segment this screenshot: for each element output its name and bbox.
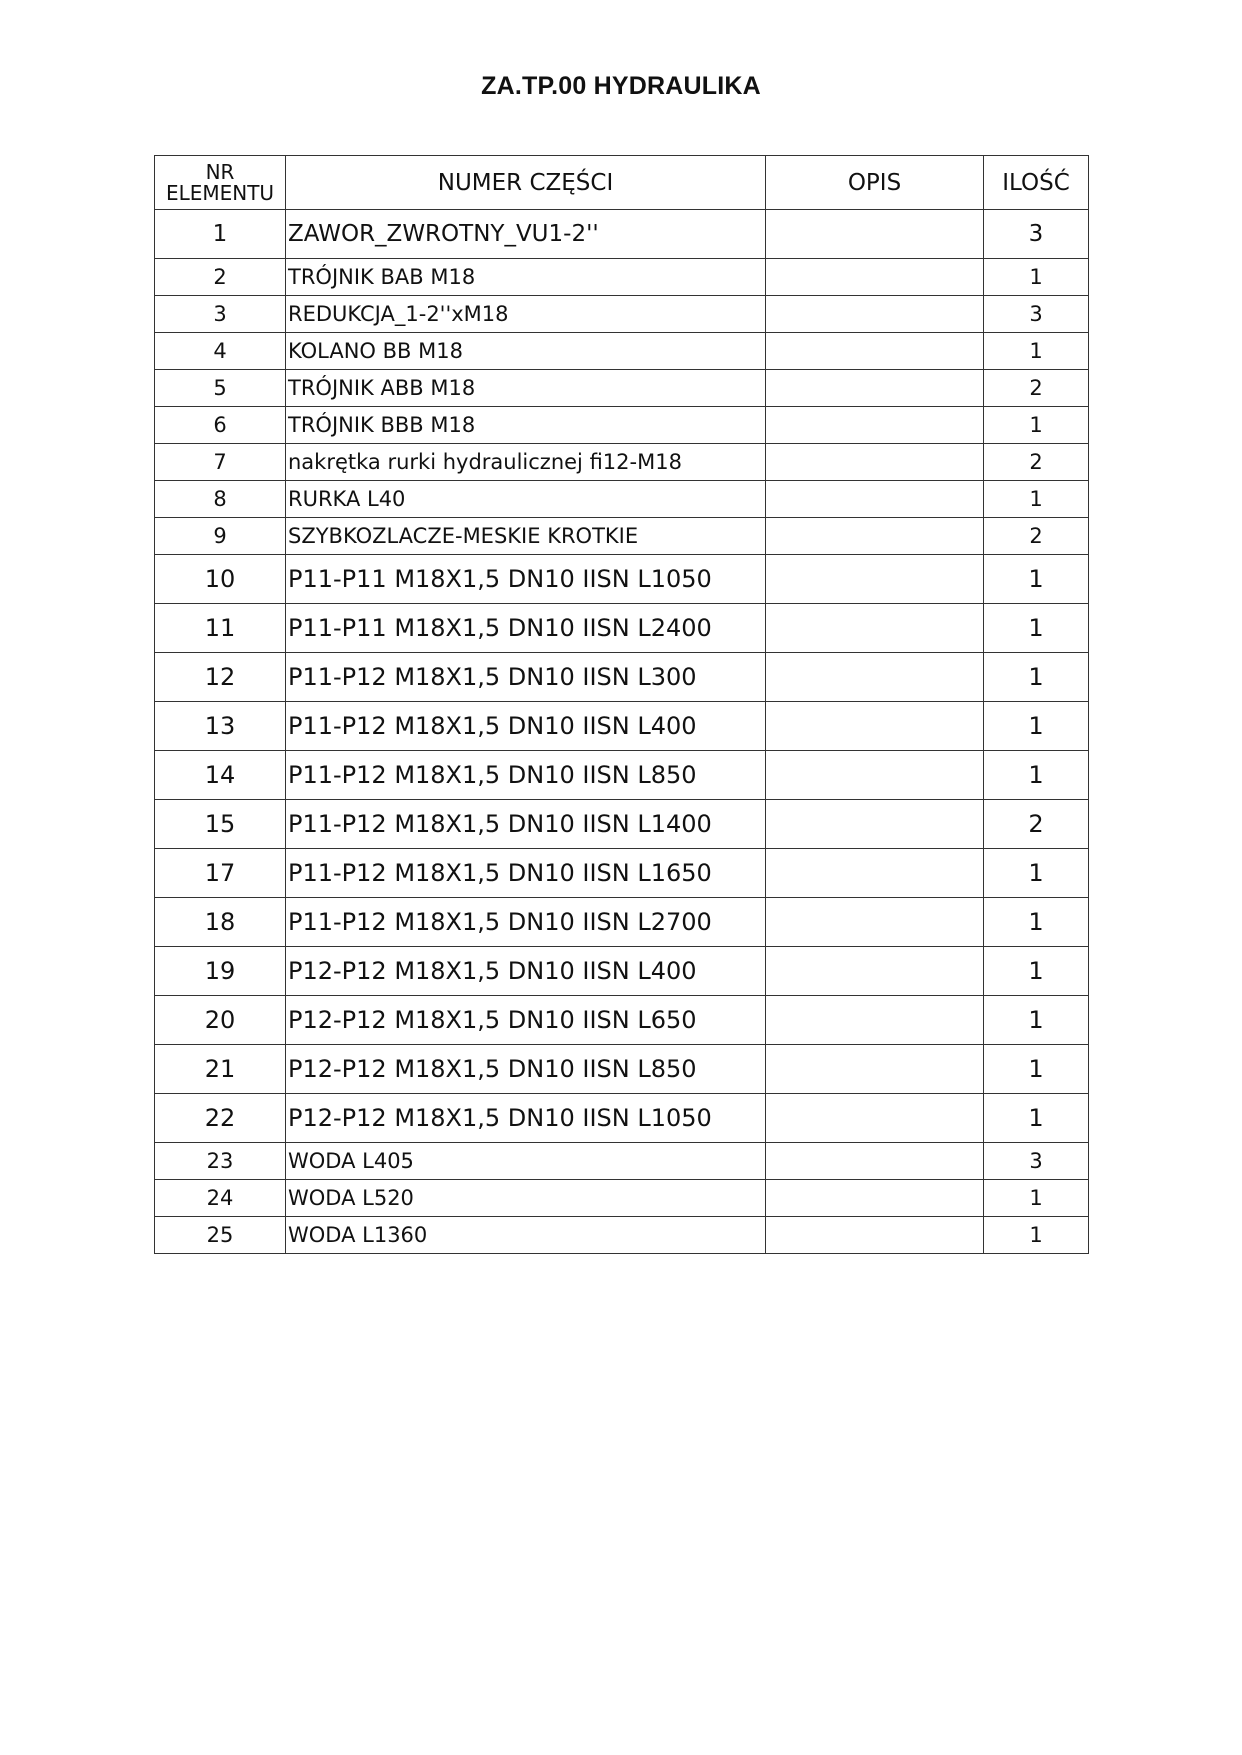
table-row bbox=[155, 210, 1089, 259]
cell-part: P11-P12 M18X1,5 DN10 IISN L1650 bbox=[286, 849, 766, 898]
cell-desc bbox=[766, 370, 984, 407]
parts-table bbox=[154, 155, 1089, 1254]
cell-qty: 1 bbox=[984, 1217, 1089, 1254]
cell-desc bbox=[766, 407, 984, 444]
table-row bbox=[155, 1045, 1089, 1094]
cell-nr: 10 bbox=[155, 555, 286, 604]
cell-part: P11-P12 M18X1,5 DN10 IISN L400 bbox=[286, 702, 766, 751]
cell-qty: 3 bbox=[984, 1143, 1089, 1180]
cell-nr: 13 bbox=[155, 702, 286, 751]
cell-nr: 12 bbox=[155, 653, 286, 702]
header-element-number bbox=[155, 156, 286, 210]
cell-desc bbox=[766, 800, 984, 849]
cell-qty: 1 bbox=[984, 1094, 1089, 1143]
header-nr-line1: NR bbox=[205, 159, 235, 184]
table-row bbox=[155, 1180, 1089, 1217]
cell-part: P12-P12 M18X1,5 DN10 IISN L1050 bbox=[286, 1094, 766, 1143]
cell-desc bbox=[766, 333, 984, 370]
cell-nr: 4 bbox=[155, 333, 286, 370]
cell-qty: 2 bbox=[984, 370, 1089, 407]
cell-desc bbox=[766, 296, 984, 333]
cell-nr: 1 bbox=[155, 210, 286, 259]
cell-part: WODA L520 bbox=[286, 1180, 766, 1217]
cell-desc bbox=[766, 1217, 984, 1254]
cell-nr: 6 bbox=[155, 407, 286, 444]
cell-nr: 2 bbox=[155, 259, 286, 296]
cell-nr: 21 bbox=[155, 1045, 286, 1094]
cell-nr: 24 bbox=[155, 1180, 286, 1217]
cell-part: P11-P11 M18X1,5 DN10 IISN L2400 bbox=[286, 604, 766, 653]
cell-desc bbox=[766, 702, 984, 751]
cell-qty: 1 bbox=[984, 849, 1089, 898]
cell-nr: 11 bbox=[155, 604, 286, 653]
cell-nr: 3 bbox=[155, 296, 286, 333]
cell-desc bbox=[766, 751, 984, 800]
table-row bbox=[155, 555, 1089, 604]
table-row bbox=[155, 1094, 1089, 1143]
table-row bbox=[155, 604, 1089, 653]
table-row bbox=[155, 407, 1089, 444]
cell-part: RURKA L40 bbox=[286, 481, 766, 518]
table-row bbox=[155, 481, 1089, 518]
cell-nr: 9 bbox=[155, 518, 286, 555]
cell-qty: 3 bbox=[984, 296, 1089, 333]
cell-nr: 8 bbox=[155, 481, 286, 518]
cell-qty: 1 bbox=[984, 481, 1089, 518]
cell-desc bbox=[766, 1045, 984, 1094]
table-row bbox=[155, 898, 1089, 947]
cell-nr: 14 bbox=[155, 751, 286, 800]
cell-part: P11-P12 M18X1,5 DN10 IISN L2700 bbox=[286, 898, 766, 947]
cell-nr: 7 bbox=[155, 444, 286, 481]
header-part-number: NUMER CZĘŚCI bbox=[286, 156, 766, 210]
cell-part: WODA L1360 bbox=[286, 1217, 766, 1254]
cell-nr: 15 bbox=[155, 800, 286, 849]
cell-qty: 1 bbox=[984, 947, 1089, 996]
cell-nr: 23 bbox=[155, 1143, 286, 1180]
table-row bbox=[155, 259, 1089, 296]
cell-qty: 1 bbox=[984, 702, 1089, 751]
cell-part: KOLANO BB M18 bbox=[286, 333, 766, 370]
table-row bbox=[155, 653, 1089, 702]
cell-part: P11-P12 M18X1,5 DN10 IISN L300 bbox=[286, 653, 766, 702]
cell-desc bbox=[766, 555, 984, 604]
cell-nr: 20 bbox=[155, 996, 286, 1045]
cell-part: TRÓJNIK BBB M18 bbox=[286, 407, 766, 444]
table-row bbox=[155, 702, 1089, 751]
cell-desc bbox=[766, 444, 984, 481]
cell-qty: 1 bbox=[984, 555, 1089, 604]
table-row bbox=[155, 1217, 1089, 1254]
header-description: OPIS bbox=[766, 156, 984, 210]
cell-qty: 1 bbox=[984, 604, 1089, 653]
cell-part: REDUKCJA_1-2''xM18 bbox=[286, 296, 766, 333]
table-row bbox=[155, 751, 1089, 800]
cell-desc bbox=[766, 604, 984, 653]
cell-nr: 17 bbox=[155, 849, 286, 898]
cell-part: TRÓJNIK ABB M18 bbox=[286, 370, 766, 407]
cell-desc bbox=[766, 849, 984, 898]
cell-part: P11-P12 M18X1,5 DN10 IISN L850 bbox=[286, 751, 766, 800]
cell-desc bbox=[766, 210, 984, 259]
cell-desc bbox=[766, 1094, 984, 1143]
page-title: ZA.TP.00 HYDRAULIKA bbox=[481, 72, 761, 100]
table-row bbox=[155, 849, 1089, 898]
cell-qty: 2 bbox=[984, 518, 1089, 555]
table-row bbox=[155, 444, 1089, 481]
cell-qty: 1 bbox=[984, 407, 1089, 444]
table-row bbox=[155, 1143, 1089, 1180]
cell-desc bbox=[766, 259, 984, 296]
header-quantity: ILOŚĆ bbox=[984, 156, 1089, 210]
cell-part: WODA L405 bbox=[286, 1143, 766, 1180]
cell-desc bbox=[766, 947, 984, 996]
cell-qty: 1 bbox=[984, 1045, 1089, 1094]
cell-nr: 25 bbox=[155, 1217, 286, 1254]
cell-part: nakrętka rurki hydraulicznej fi12-M18 bbox=[286, 444, 766, 481]
cell-desc bbox=[766, 653, 984, 702]
cell-qty: 1 bbox=[984, 259, 1089, 296]
table-row bbox=[155, 370, 1089, 407]
cell-nr: 5 bbox=[155, 370, 286, 407]
cell-desc bbox=[766, 518, 984, 555]
cell-qty: 1 bbox=[984, 333, 1089, 370]
cell-part: P12-P12 M18X1,5 DN10 IISN L400 bbox=[286, 947, 766, 996]
cell-part: SZYBKOZLACZE-MESKIE KROTKIE bbox=[286, 518, 766, 555]
cell-nr: 18 bbox=[155, 898, 286, 947]
cell-qty: 1 bbox=[984, 996, 1089, 1045]
table-row bbox=[155, 518, 1089, 555]
cell-part: TRÓJNIK BAB M18 bbox=[286, 259, 766, 296]
cell-desc bbox=[766, 1143, 984, 1180]
cell-qty: 2 bbox=[984, 800, 1089, 849]
header-nr-line2: ELEMENTU bbox=[165, 180, 275, 205]
cell-desc bbox=[766, 996, 984, 1045]
cell-nr: 19 bbox=[155, 947, 286, 996]
cell-nr: 22 bbox=[155, 1094, 286, 1143]
cell-qty: 1 bbox=[984, 1180, 1089, 1217]
table-row bbox=[155, 947, 1089, 996]
cell-desc bbox=[766, 1180, 984, 1217]
cell-qty: 2 bbox=[984, 444, 1089, 481]
table-row bbox=[155, 996, 1089, 1045]
table-row bbox=[155, 296, 1089, 333]
cell-part: ZAWOR_ZWROTNY_VU1-2'' bbox=[286, 210, 766, 259]
table-header-row bbox=[155, 156, 1089, 210]
cell-part: P12-P12 M18X1,5 DN10 IISN L650 bbox=[286, 996, 766, 1045]
cell-part: P11-P11 M18X1,5 DN10 IISN L1050 bbox=[286, 555, 766, 604]
cell-qty: 3 bbox=[984, 210, 1089, 259]
cell-part: P11-P12 M18X1,5 DN10 IISN L1400 bbox=[286, 800, 766, 849]
cell-desc bbox=[766, 481, 984, 518]
cell-qty: 1 bbox=[984, 751, 1089, 800]
cell-qty: 1 bbox=[984, 898, 1089, 947]
cell-desc bbox=[766, 898, 984, 947]
table-row bbox=[155, 333, 1089, 370]
table-row bbox=[155, 800, 1089, 849]
cell-qty: 1 bbox=[984, 653, 1089, 702]
cell-part: P12-P12 M18X1,5 DN10 IISN L850 bbox=[286, 1045, 766, 1094]
